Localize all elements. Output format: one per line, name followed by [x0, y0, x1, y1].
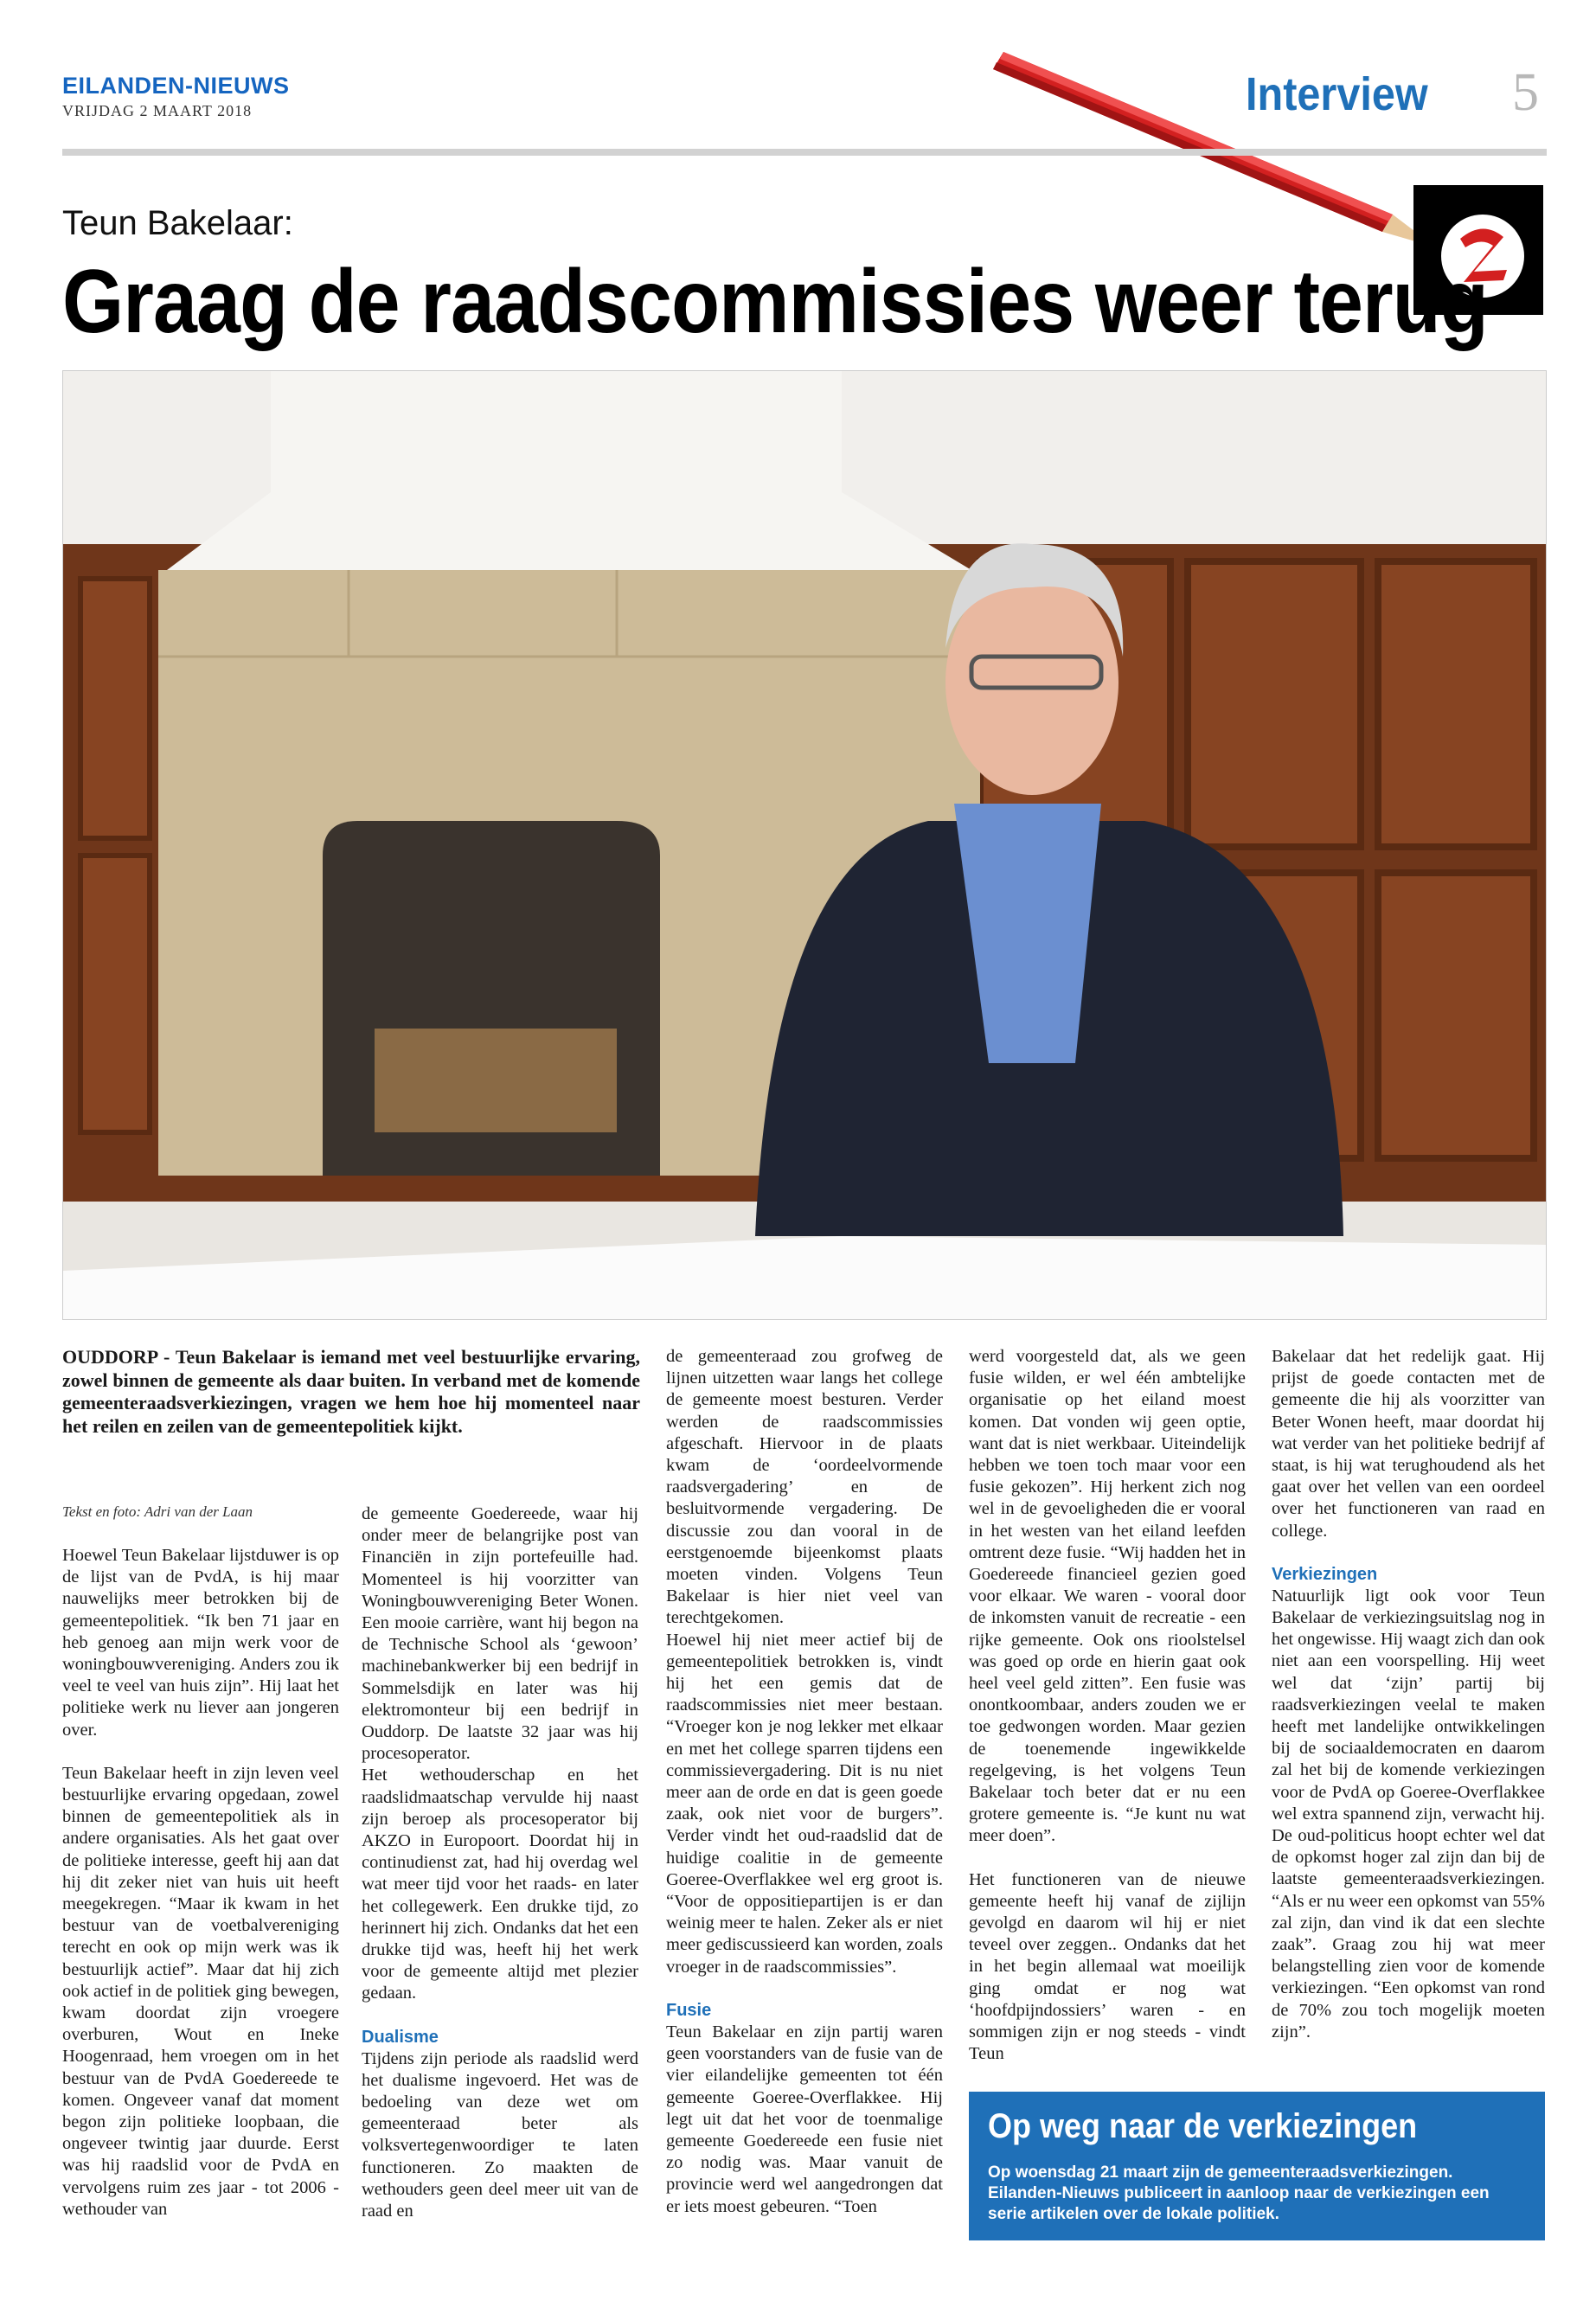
column-5 [1272, 1346, 1545, 2043]
paragraph: Teun Bakelaar en zijn partij waren geen voorstanders van de fusie van de vier eilandelijke gemeenten tot één gemeente Goeree-Overflakkee. Hij legt uit dat het voor de toenmalige gemeente Goedereede een fusie niet zo nodig was. Maar vanuit de provincie werd wel aangedrongen dat er iets moest gebeuren. “Toen [666, 2022, 943, 2216]
election-series-box [969, 2092, 1545, 2240]
column-4 [969, 1346, 1246, 2066]
subheading-fusie: Fusie [666, 2000, 712, 2020]
paragraph: werd voorgesteld dat, als we geen fusie wilden, er wel één ambtelijke organisatie op het eiland moest komen. Dat vonden wij geen optie, want dat is niet werkbaar. Uiteindelijk hebben we toen toch maar voor een fusie gekozen”. Hij herkent zich nog wel in de gevoeligheden die er vooral in het westen van het eiland leefden omtrent deze fusie. “Wij hadden het in Goedereede financieel gezien goed voor elkaar. We waren - vooral door de inkomsten vanuit de recreatie - een rijke gemeente. Ook ons rioolstelsel was goed op orde en hierin gaat ook heel veel geld zitten”. Een fusie was onontkoombaar, anders zouden we er toe gedwongen worden. Maar gezien de toenemende ingewikkelde regelgeving, is het volgens Teun Bakelaar toch beter dat er nu een grotere gemeente is. “Je kunt nu wat meer doen”. [969, 1347, 1246, 1846]
paragraph: Teun Bakelaar heeft in zijn leven veel bestuurlijke ervaring opgedaan, zowel binnen de gemeentepolitiek als in andere organisaties. Als het gaat over de politieke interesse, geeft hij aan dat hij dit zeker niet van huis uit heeft meegekregen. “Maar ik kwam in het bestuur van de voetbalvereniging terecht en ook op mijn werk was ik bestuurlijk actief”. Maar dat hij zich ook actief in de politiek ging bewegen, kwam doordat zijn vroegere overburen, Wout en Ineke Hoogenraad, hem vroegen om in het bestuur van de PvdA Goedereede te komen. Ongeveer vanaf dat moment begon zijn politieke loopbaan, die ongeveer twintig jaar duurde. Eerst was hij raadslid voor de PvdA en vervolgens ruim zes jaar - tot 2006 - wethouder van [62, 1763, 339, 2219]
subheading-verkiezingen: Verkiezingen [1272, 1564, 1378, 1584]
subheading-dualisme: Dualisme [362, 2027, 439, 2047]
paragraph: Het wethouderschap en het raadslidmaatschap vervulde hij naast zijn beroep als procesoperator bij AKZO in Europoort. Doordat hij in continudienst zat, had hij overdag wel wat meer tijd voor het raads- en later het collegewerk. Een drukke tijd, zo herinnert hij zich. Ondanks dat het een drukke tijd was, heeft hij het werk voor de gemeente altijd met plezier gedaan. [362, 1766, 638, 2003]
photo-credit: Tekst en foto: Adri van der Laan [62, 1503, 253, 1520]
newspaper-logo: EILANDEN-NIEUWS [62, 73, 290, 99]
paragraph: Bakelaar dat het redelijk gaat. Hij prijst de goede contacten met de gemeente die hij als voorzitter van Beter Wonen heeft, maar doordat hij wat verder van het politieke bedrijf af staat, is hij wat terughoudend als het gaat over het vellen van een oordeel over het functioneren van raad en college. [1272, 1347, 1545, 1541]
paragraph: Het functioneren van de nieuwe gemeente heeft hij vanaf de zijlijn gevolgd en daarom wil hij er niet teveel over zeggen.. Ondanks dat het in het begin allemaal wat moeilijk ging omdat er nog wat ‘hoofdpijndossiers’ waren - en sommigen zijn er nog steeds - vindt Teun [969, 1869, 1246, 2064]
page-number: 5 [1512, 63, 1539, 122]
issue-date: VRIJDAG 2 MAART 2018 [62, 102, 253, 119]
article-headline: Graag de raadscommissies weer terug [62, 252, 1488, 352]
column-2 [362, 1503, 638, 2222]
paragraph: de gemeenteraad zou grofweg de lijnen uitzetten waar langs het college de gemeente moest besturen. Verder werden de raadscommissies afgeschaft. Hiervoor in de plaats kwam de ‘oordeelvormende raadsvergadering’ en de besluitvormende vergadering. De discussie zou dan vooral in de eerstgenoemde bijeenkomst plaats moeten vinden. Volgens Teun Bakelaar is hier niet veel van terechtgekomen. [666, 1347, 943, 1628]
paragraph: Natuurlijk ligt ook voor Teun Bakelaar de verkiezingsuitslag nog in het ongewisse. Hij waagt zich dan ook niet aan een voorspelling. Hij weet wel dat ‘zijn’ partij bij raadsverkiezingen veelal te maken heeft met landelijke ontwikkelingen bij de sociaaldemocraten en daarom zal het bij de komende verkiezingen voor de PvdA op Goeree-Overflakkee wel extra spannend zijn, verwacht hij. De oud-politicus hoopt echter wel dat de opkomst hoger zal zijn dan bij de laatste gemeenteraadsverkiezingen. “Als er nu weer een opkomst van 55% zal zijn, dan vind ik dat een slechte zaak”. Graag zou hij wat meer belangstelling zien voor de komende verkiezingen. “Een opkomst van rond de 70% zou toch mogelijk moeten zijn”. [1272, 1586, 1545, 2041]
header-rule [62, 149, 1547, 156]
box-body: Op woensdag 21 maart zijn de gemeenteraadsverkiezingen. Eilanden-Nieuws publiceert in aanloop naar de verkiezingen een serie artikelen over de lokale politiek. [988, 2163, 1490, 2223]
box-title: Op weg naar de verkiezingen [988, 2107, 1418, 2145]
article-kicker: Teun Bakelaar: [62, 204, 293, 242]
article-lead: OUDDORP - Teun Bakelaar is iemand met veel bestuurlijke ervaring, zowel binnen de gemeente als daar buiten. In verband met de komende gemeenteraadsverkiezingen, vragen we hem hoe hij momenteel naar het reilen en zeilen van de gemeentepolitiek kijkt. [62, 1346, 640, 1437]
column-3 [666, 1346, 943, 2218]
paragraph: Hoewel Teun Bakelaar lijstduwer is op de lijst van de PvdA, is hij maar nauwelijks meer betrokken bij de gemeentepolitiek. “Ik ben 71 jaar en heb genoeg aan mijn werk voor de woningbouwvereniging. Anders zou ik veel te veel van huis zijn”. Hij laat het politieke werk nu liever aan jongeren over. [62, 1546, 339, 1740]
paragraph: Tijdens zijn periode als raadslid werd het dualisme ingevoerd. Het was de bedoeling van deze wet om gemeenteraad beter als volksvertegenwoordiger te laten functioneren. Zo maakten de wethouders geen deel meer uit van de raad en [362, 2048, 638, 2221]
article-photo [62, 370, 1547, 1320]
paragraph: de gemeente Goedereede, waar hij onder meer de belangrijke post van Financiën in zijn portefeuille had. Momenteel is hij voorzitter van Woningbouwvereniging Beter Wonen. Een mooie carrière, want hij begon na de Technische School als ‘gewoon’ machinebankwerker bij een bedrijf in Sommelsdijk en later was hij elektromonteur bij een bedrijf in Ouddorp. De laatste 32 jaar was hij procesoperator. [362, 1504, 638, 1764]
paragraph: Hoewel hij niet meer actief bij de gemeentepolitiek betrokken is, vindt hij het een gemis dat de raadscommissies niet meer bestaan. “Vroeger kon je nog lekker met elkaar en met het college sparren tijdens een commissievergadering. Dit is nu niet meer aan de orde en dat is geen goede zaak, ook niet voor de burgers”. Verder vindt het oud-raadslid dat de huidige coalitie in de gemeente Goeree-Overflakkee wel erg groot is. “Voor de oppositiepartijen is er dan weinig meer te halen. Zeker als er niet meer gediscussieerd kan worden, zoals vroeger in de raadscommissies”. [666, 1630, 943, 1977]
portrait-photo-illustration [63, 371, 1546, 1319]
column-1 [62, 1545, 339, 2221]
section-label: Interview [1246, 68, 1428, 120]
